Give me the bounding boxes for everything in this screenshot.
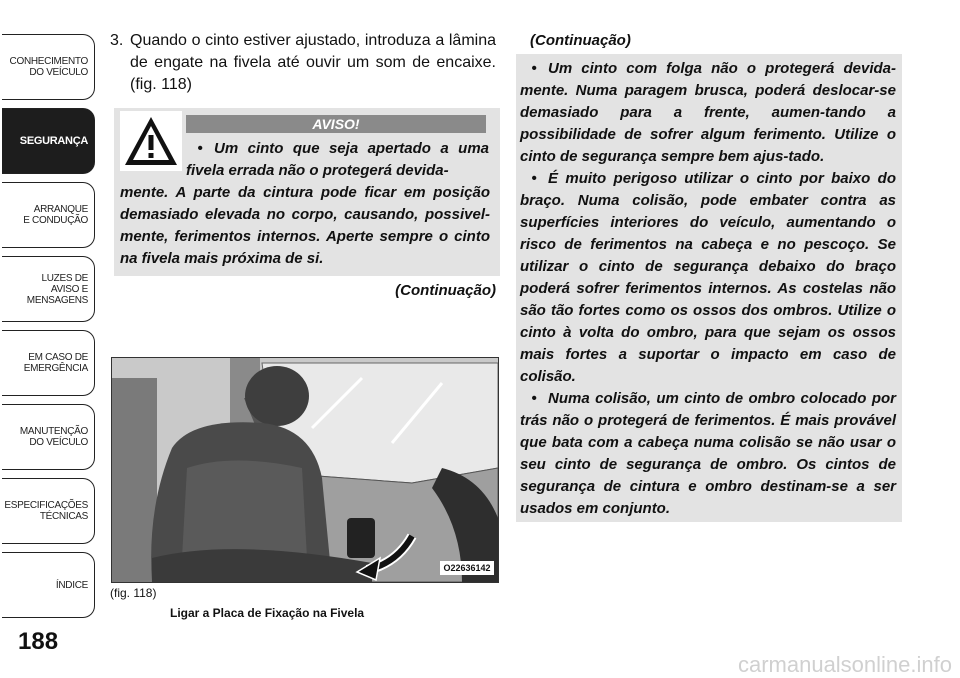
step-3 [110,30,496,96]
page-number: 188 [18,628,59,655]
step-number: 3. [110,32,124,49]
warning-text-rest: mente. A parte da cintura pode ficar em posição demasiado elevada no corpo, causando, possivel-mente, ferimentos internos. Aperte sempre o cinto na fivela mais próxima de si. [120,184,490,267]
warning-continuation: (Continuação) [395,282,496,299]
figure-seatbelt-buckle [111,357,499,583]
chapter-tabs [0,0,100,678]
bullet-text: Numa colisão, um cinto de ombro colocado por trás não o protegerá de ferimentos. É mais provável que bata com a cabeça numa colisão se não usar o seu cinto de segurança de ombro. Os cintos de segurança de cintura e ombro destinam-se a ser usados em conjunto. [520,390,896,517]
tab-label: ESPECIFICAÇÕES TÉCNICAS [4,500,88,522]
tab-conhecimento[interactable] [2,34,95,100]
tab-especificacoes[interactable] [2,478,95,544]
warning-title: AVISO! [186,115,486,133]
figure-code: O22636142 [440,561,494,575]
tab-emergencia[interactable] [2,330,95,396]
figure-caption: Ligar a Placa de Fixação na Fivela [170,606,365,620]
bullet: • [531,170,537,187]
tab-manutencao[interactable] [2,404,95,470]
tab-label: SEGURANÇA [19,134,88,147]
warning-text-first-lines: Um cinto que seja apertado a uma fivela errada não o protegerá devida- [186,140,489,179]
bullet-text: É muito perigoso utilizar o cinto por baixo do braço. Numa colisão, pode embater contra as superfícies interiores do veículo, aumentando o risco de ferimentos na cabeça e no pescoço. Se utilizar o cinto de segurança debaixo do braço poderá sofrer ferimentos internos. As costelas não são tão fortes como os ossos dos ombros. Utilize o cinto à volta do ombro, para que sejam os ossos mais fortes a suportar o impacto em caso de colisão. [520,170,896,385]
watermark: carmanualsonline.info [737,652,952,677]
bullet: • [531,390,537,407]
bullet: • [197,140,203,157]
tab-indice[interactable] [2,552,95,618]
warning-bullet [520,388,896,520]
step-text: Quando o cinto estiver ajustado, introduza a lâmina de engate na fivela até ouvir um som de encaixe. (fig. 118) [130,32,496,93]
bullet: • [531,60,537,77]
tab-label: ÍNDICE [55,579,88,591]
right-continuation-heading: (Continuação) [530,32,631,49]
tab-label: MANUTENÇÃO DO VEÍCULO [19,426,88,448]
warning-text-continued [520,58,896,520]
warning-text-first [186,138,489,182]
tab-label: LUZES DE AVISO E MENSAGENS [26,272,88,306]
warning-bullet [520,58,896,168]
tab-label: ARRANQUE E CONDUÇÃO [23,204,88,226]
tab-label: CONHECIMENTO DO VEÍCULO [9,56,88,78]
tab-arranque[interactable] [2,182,95,248]
warning-bullet [520,168,896,388]
tab-luzes[interactable] [2,256,95,322]
tab-label: EM CASO DE EMERGÊNCIA [23,352,88,374]
tab-seguranca[interactable] [2,108,95,174]
figure-label: (fig. 118) [110,586,157,600]
warning-triangle-icon [120,111,182,171]
bullet-text: Um cinto com folga não o protegerá devida-mente. Numa paragem brusca, poderá deslocar-se demasiado para a frente, aumen-tando a possibilidade de sofrer algum ferimento. Utilize o cinto de segurança sempre bem ajus-tado. [520,60,896,165]
